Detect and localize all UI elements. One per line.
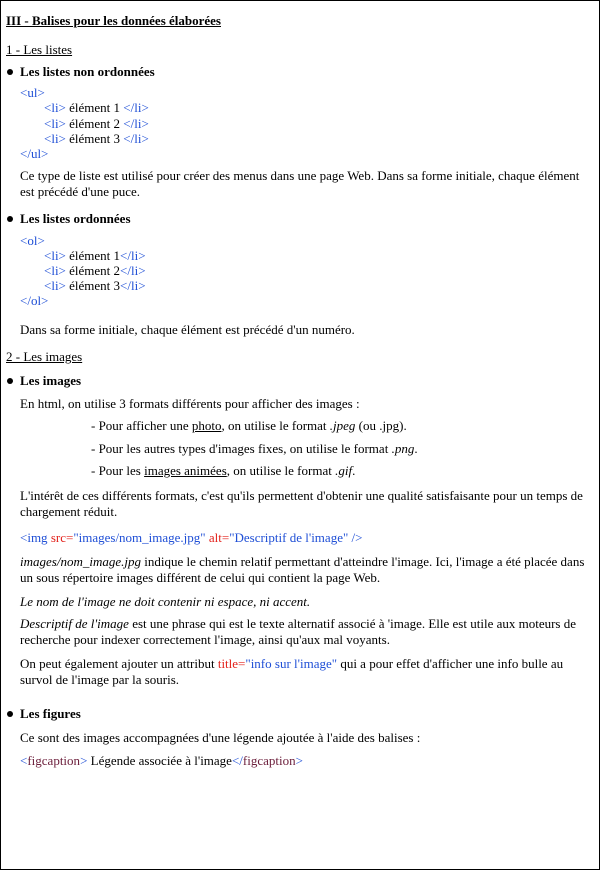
code-attr: title= [217,656,246,671]
format-line-png [91,441,418,456]
path-explanation [20,554,592,585]
format-ext: .gif [335,463,353,478]
code-li-open: <li> [44,131,66,146]
format-line-jpeg [91,418,407,433]
code-li-text: élément 3 [69,278,121,293]
code-tag: figcaption [27,753,81,768]
format-text: - Pour les [91,463,145,478]
format-ext: .png [391,441,415,456]
path-emphasis: images/nom_image.jpg [20,554,141,569]
code-li-line [44,278,146,293]
format-ext: .jpeg [329,418,356,433]
code-li-close: </li> [123,100,149,115]
ol-description: Dans sa forme initiale, chaque élément est précédé d'un numéro. [20,322,355,337]
code-ol-open: <ol> [20,233,45,248]
code-li-text: élément 2 [69,263,121,278]
format-keyword: images animées [144,463,227,478]
section-heading-images: 2 - Les images [6,349,83,364]
formats-interest: L'intérêt de ces différents formats, c'est qu'ils permettent d'obtenir une qualité satisfaisante pour un temps de chargement réduit. [20,488,583,519]
code-figcaption [20,753,303,768]
code-bracket: > [295,753,303,768]
code-li-text: élément 3 [69,131,121,146]
image-name-note: Le nom de l'image ne doit contenir ni espace, ni accent. [20,594,311,609]
code-li-open: <li> [44,100,66,115]
code-li-close: </li> [123,116,149,131]
format-text: , on utilise le format [221,418,330,433]
title-explanation [20,656,592,687]
alt-explanation [20,616,592,647]
format-text: . [414,441,418,456]
code-li-line [44,263,146,278]
format-text: . [352,463,356,478]
code-li-open: <li> [44,248,66,263]
subheading-images: Les images [20,373,82,388]
subheading-unordered-lists: Les listes non ordonnées [20,64,155,79]
section-heading-lists: 1 - Les listes [6,42,73,57]
code-tag: /> [351,530,363,545]
path-text: indique le chemin relatif permettant d'atteindre l'image. Ici, l'image a été placée dans un sous répertoire images différent de celui qui contient la page Web. [20,554,585,585]
code-ul-close: </ul> [20,146,49,161]
ul-description: Ce type de liste est utilisé pour créer des menus dans une page Web. Dans sa forme initiale, chaque élément est précédé d'une puce. [20,168,580,199]
format-line-gif [91,463,355,478]
title-text: On peut également ajouter un attribut [20,656,218,671]
format-keyword: photo [191,418,222,433]
code-li-text: élément 1 [69,100,121,115]
code-value: "images/nom_image.jpg" [73,530,206,545]
code-li-line [44,116,149,131]
format-text: - Pour les autres types d'images fixes, on utilise le format [91,441,392,456]
code-li-line [44,248,146,263]
code-tag: figcaption [242,753,296,768]
code-bracket: </ [231,753,243,768]
figures-description: Ce sont des images accompagnées d'une légende ajoutée à l'aide des balises : [20,730,421,745]
format-text: - Pour afficher une [91,418,192,433]
alt-text: est une phrase qui est le texte alternatif associé à 'image. Elle est utile aux moteurs de recherche pour indexer correctement l'image, ainsi qu'aux mal voyants. [20,616,577,647]
code-li-open: <li> [44,263,66,278]
subheading-figures: Les figures [20,706,81,721]
bullet-icon [7,378,13,384]
code-ul-open: <ul> [20,85,45,100]
format-text: , on utilise le format [226,463,336,478]
code-li-text: élément 1 [69,248,121,263]
code-value: "Descriptif de l'image" [229,530,349,545]
alt-emphasis: Descriptif de l'image [20,616,129,631]
code-bracket: > [80,753,88,768]
code-bracket: < [20,753,28,768]
code-li-open: <li> [44,116,66,131]
format-text: (ou .jpg). [355,418,407,433]
subheading-ordered-lists: Les listes ordonnées [20,211,131,226]
code-value: "info sur l'image" [245,656,338,671]
images-intro: En html, on utilise 3 formats différents pour afficher des images : [20,396,360,411]
title-text: qui a pour effet d'afficher une info bulle au survol de l'image par la souris. [20,656,564,687]
code-img-tag [20,530,362,545]
code-attr: alt= [208,530,230,545]
code-tag: <img [20,530,48,545]
code-li-text: élément 2 [69,116,121,131]
bullet-icon [7,69,13,75]
code-li-close: </li> [123,131,149,146]
code-li-open: <li> [44,278,66,293]
bullet-icon [7,216,13,222]
page-title: III - Balises pour les données élaborées [6,13,221,28]
code-li-line [44,131,149,146]
code-li-close: </li> [120,248,146,263]
code-ol-close: </ol> [20,293,49,308]
code-attr: src= [50,530,74,545]
figcaption-text: Légende associée à l'image [87,753,232,768]
bullet-icon [7,711,13,717]
code-li-close: </li> [120,263,146,278]
code-li-line [44,100,149,115]
code-li-close: </li> [120,278,146,293]
